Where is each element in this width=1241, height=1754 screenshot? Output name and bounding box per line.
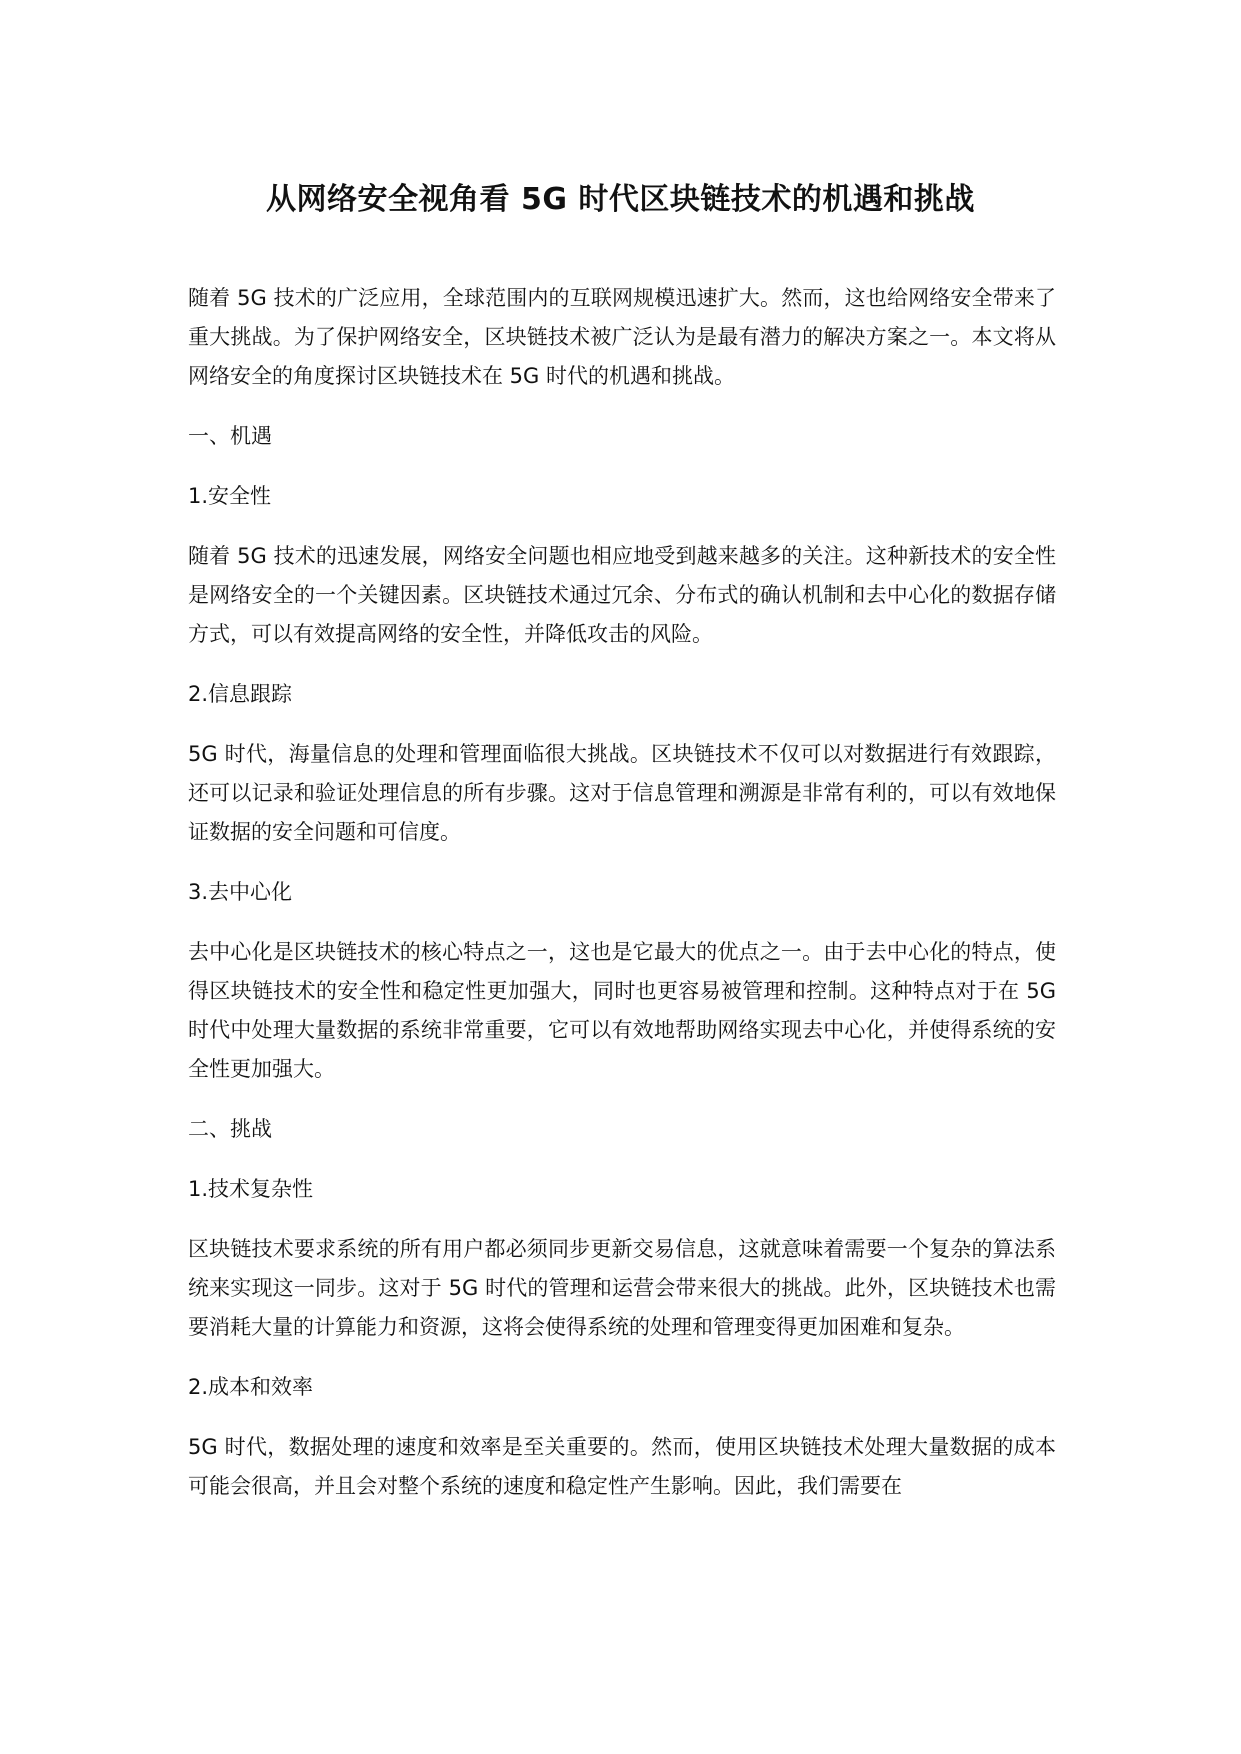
paragraph-security: 随着 5G 技术的迅速发展，网络安全问题也相应地受到越来越多的关注。这种新技术的安全性是网络安全的一个关键因素。区块链技术通过冗余、分布式的确认机制和去中心化的数据存储方式，可以有效提高网络的安全性，并降低攻击的风险。 [188,544,1056,646]
section-heading-opportunities: 一、机遇 [188,424,272,448]
paragraph-cost-efficiency: 5G 时代，数据处理的速度和效率是至关重要的。然而，使用区块链技术处理大量数据的成本可能会很高，并且会对整个系统的速度和稳定性产生影响。因此，我们需要在 [188,1435,1056,1498]
document-body [188,279,1056,1527]
document-title: 从网络安全视角看 5G 时代区块链技术的机遇和挑战 [266,182,975,217]
subheading-decentralization: 3.去中心化 [188,880,293,904]
subheading-tech-complexity: 1.技术复杂性 [188,1177,314,1201]
subheading-info-tracking: 2.信息跟踪 [188,682,293,706]
paragraph-decentralization: 去中心化是区块链技术的核心特点之一，这也是它最大的优点之一。由于去中心化的特点，使得区块链技术的安全性和稳定性更加强大，同时也更容易被管理和控制。这种特点对于在 5G 时代中处理大量数据的系统非常重要，它可以有效地帮助网络实现去中心化，并使得系统的安全性更加强大。 [188,940,1056,1081]
paragraph-tech-complexity: 区块链技术要求系统的所有用户都必须同步更新交易信息，这就意味着需要一个复杂的算法系统来实现这一同步。这对于 5G 时代的管理和运营会带来很大的挑战。此外，区块链技术也需要消耗大量的计算能力和资源，这将会使得系统的处理和管理变得更加困难和复杂。 [188,1237,1056,1339]
subheading-security: 1.安全性 [188,484,272,508]
section-heading-challenges: 二、挑战 [188,1117,272,1141]
intro-paragraph: 随着 5G 技术的广泛应用，全球范围内的互联网规模迅速扩大。然而，这也给网络安全带来了重大挑战。为了保护网络安全，区块链技术被广泛认为是最有潜力的解决方案之一。本文将从网络安全的角度探讨区块链技术在 5G 时代的机遇和挑战。 [188,286,1056,388]
paragraph-info-tracking: 5G 时代，海量信息的处理和管理面临很大挑战。区块链技术不仅可以对数据进行有效跟踪，还可以记录和验证处理信息的所有步骤。这对于信息管理和溯源是非常有利的，可以有效地保证数据的安全问题和可信度。 [188,742,1056,844]
subheading-cost-efficiency: 2.成本和效率 [188,1375,314,1399]
